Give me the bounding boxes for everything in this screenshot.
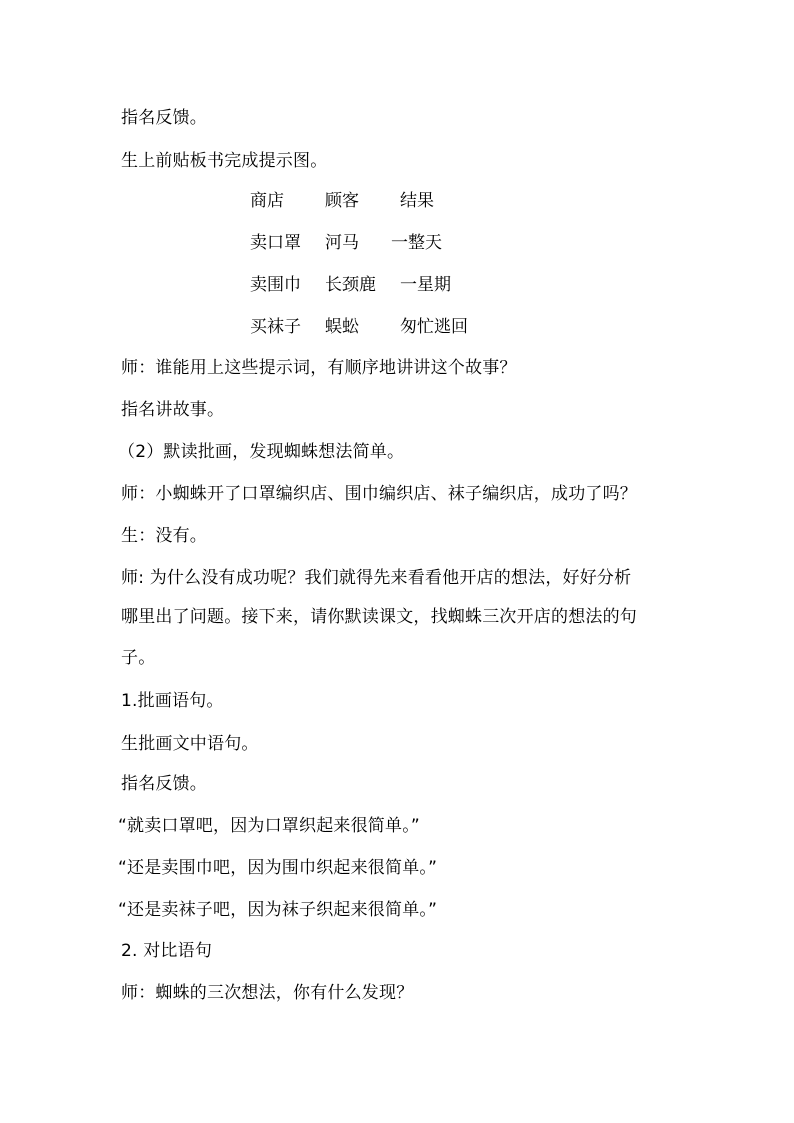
step-heading-1: 1.批画语句。	[121, 691, 224, 711]
teacher-paragraph-line-3: 子。	[121, 648, 156, 668]
quote-mask: “就卖口罩吧，因为口罩织起来很简单。”	[118, 816, 420, 836]
step-heading-2: 2. 对比语句	[121, 941, 213, 961]
paragraph-board-task: 生上前贴板书完成提示图。	[121, 151, 328, 171]
teacher-paragraph-line-1: 师: 为什么没有成功呢？我们就得先来看看他开店的想法，好好分析	[121, 568, 632, 588]
table-header-result: 结果	[400, 191, 434, 211]
table-cell: 一星期	[400, 275, 451, 295]
paragraph-student-mark: 生批画文中语句。	[121, 734, 259, 754]
table-header-store: 商店	[250, 191, 284, 211]
quote-scarf: “还是卖围巾吧，因为围巾织起来很简单。”	[118, 858, 438, 878]
teacher-paragraph-line-2: 哪里出了问题。接下来，请你默读课文，找蜘蛛三次开店的想法的句	[121, 607, 637, 627]
table-cell: 一整天	[391, 233, 442, 253]
table-cell: 买袜子	[250, 317, 301, 337]
table-cell: 卖围巾	[250, 275, 301, 295]
section-heading-2: （2）默读批画，发现蜘蛛想法简单。	[118, 442, 405, 462]
table-header-customer: 顾客	[325, 191, 359, 211]
paragraph-feedback-2: 指名反馈。	[121, 774, 207, 794]
teacher-question-success: 师：小蜘蛛开了口罩编织店、围巾编织店、袜子编织店，成功了吗？	[121, 484, 637, 504]
student-answer: 生：没有。	[121, 526, 207, 546]
paragraph-tell-story: 指名讲故事。	[121, 400, 225, 420]
teacher-question-story: 师：谁能用上这些提示词，有顺序地讲讲这个故事？	[121, 358, 517, 378]
paragraph-feedback-1: 指名反馈。	[121, 108, 207, 128]
table-cell: 河马	[325, 233, 359, 253]
table-cell: 蜈蚣	[325, 317, 359, 337]
table-cell: 长颈鹿	[325, 275, 376, 295]
teacher-question-findings: 师：蜘蛛的三次想法，你有什么发现？	[121, 983, 414, 1003]
table-cell: 卖口罩	[250, 233, 301, 253]
quote-socks: “还是卖袜子吧，因为袜子织起来很简单。”	[118, 900, 438, 920]
table-cell: 匆忙逃回	[400, 317, 468, 337]
